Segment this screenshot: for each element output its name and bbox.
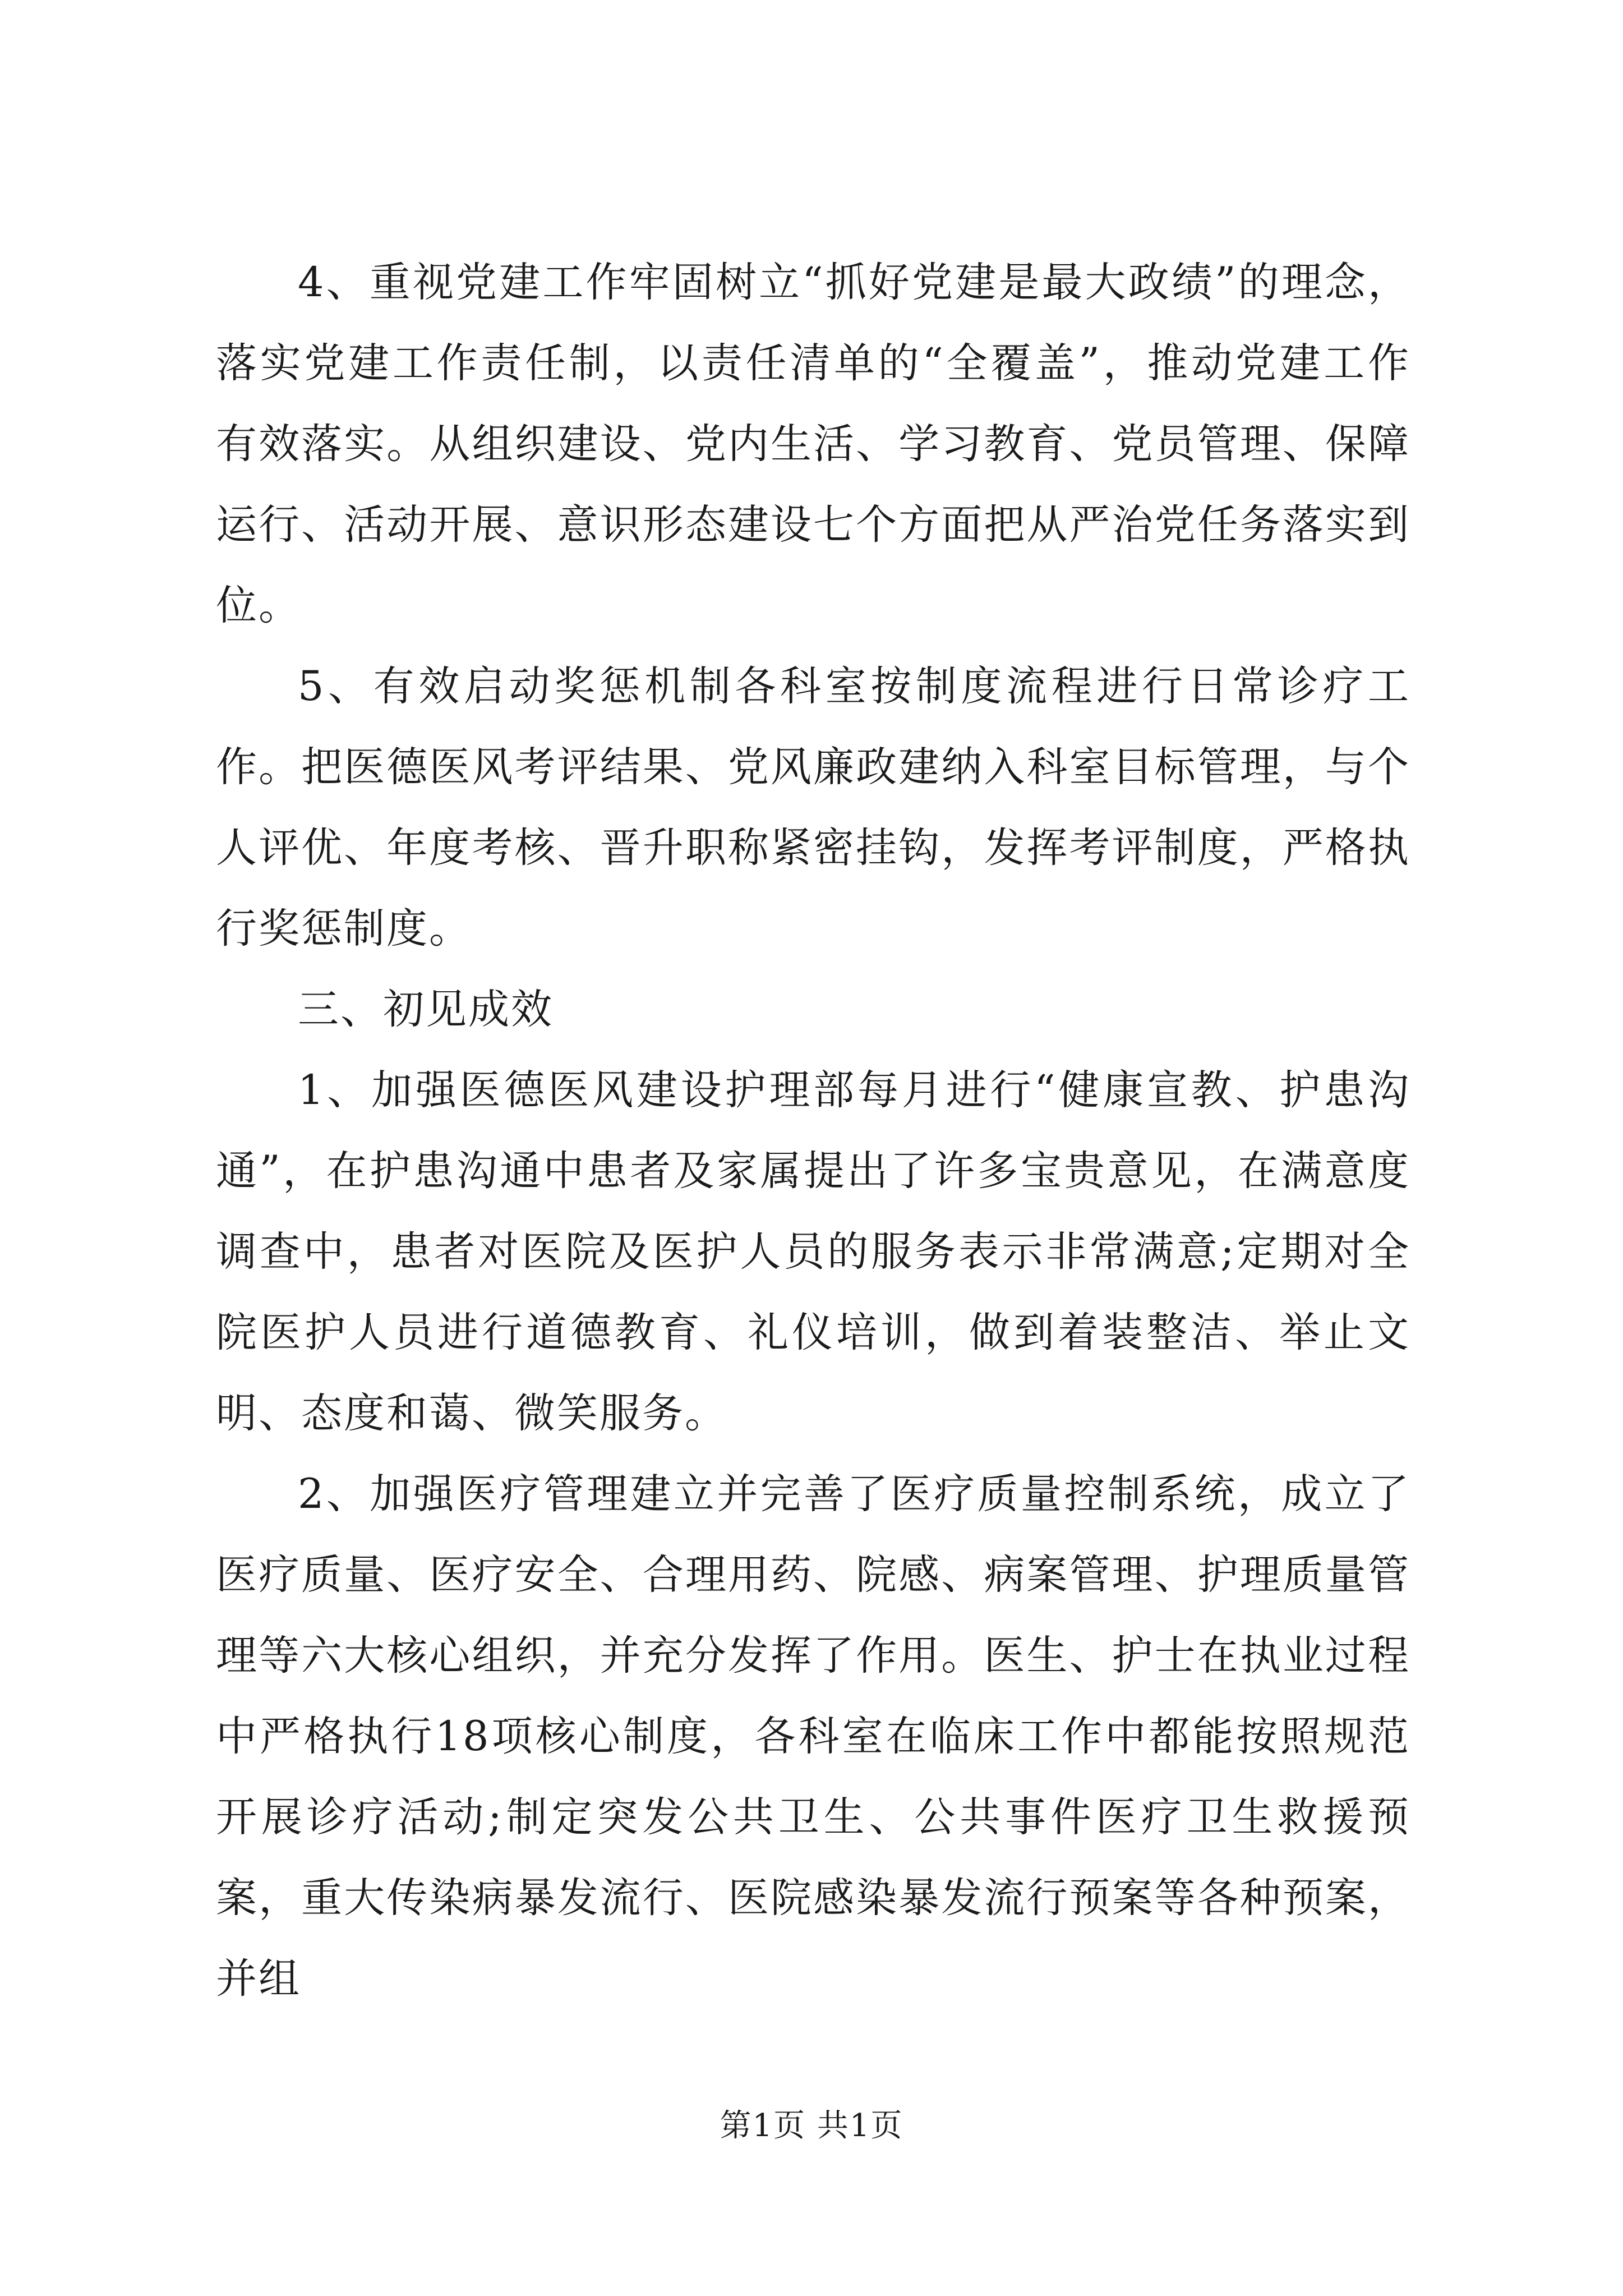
paragraph-medical-management: 2、加强医疗管理建立并完善了医疗质量控制系统，成立了医疗质量、医疗安全、合理用药、院感、病案管理、护理质量管理等六大核心组织，并充分发挥了作用。医生、护士在执业过程中严格执行18项核心制度，各科室在临床工作中都能按照规范开展诊疗活动;制定突发公共卫生、公共事件医疗卫生救援预案，重大传染病暴发流行、医院感染暴发流行预案等各种预案，并组 bbox=[216, 1470, 1410, 2003]
paragraph-medical-ethics: 1、加强医德医风建设护理部每月进行“健康宣教、护患沟通”，在护患沟通中患者及家属提出了许多宝贵意见，在满意度调查中，患者对医院及医护人员的服务表示非常满意;定期对全院医护人员进行道德教育、礼仪培训，做到着装整洁、举止文明、态度和蔼、微笑服务。 bbox=[216, 1066, 1410, 1437]
document-body bbox=[216, 242, 1410, 2019]
paragraph-reward-punishment: 5、有效启动奖惩机制各科室按制度流程进行日常诊疗工作。把医德医风考评结果、党风廉政建纳入科室目标管理，与个人评优、年度考核、晋升职称紧密挂钩，发挥考评制度，严格执行奖惩制度。 bbox=[216, 662, 1410, 953]
section-heading-initial-results: 三、初见成效 bbox=[298, 986, 554, 1033]
paragraph-party-building: 4、重视党建工作牢固树立“抓好党建是最大政绩”的理念，落实党建工作责任制，以责任清单的“全覆盖”，推动党建工作有效落实。从组织建设、党内生活、学习教育、党员管理、保障运行、活动开展、意识形态建设七个方面把从严治党任务落实到位。 bbox=[216, 259, 1410, 629]
page-footer: 第1页 共1页 bbox=[720, 2108, 903, 2144]
